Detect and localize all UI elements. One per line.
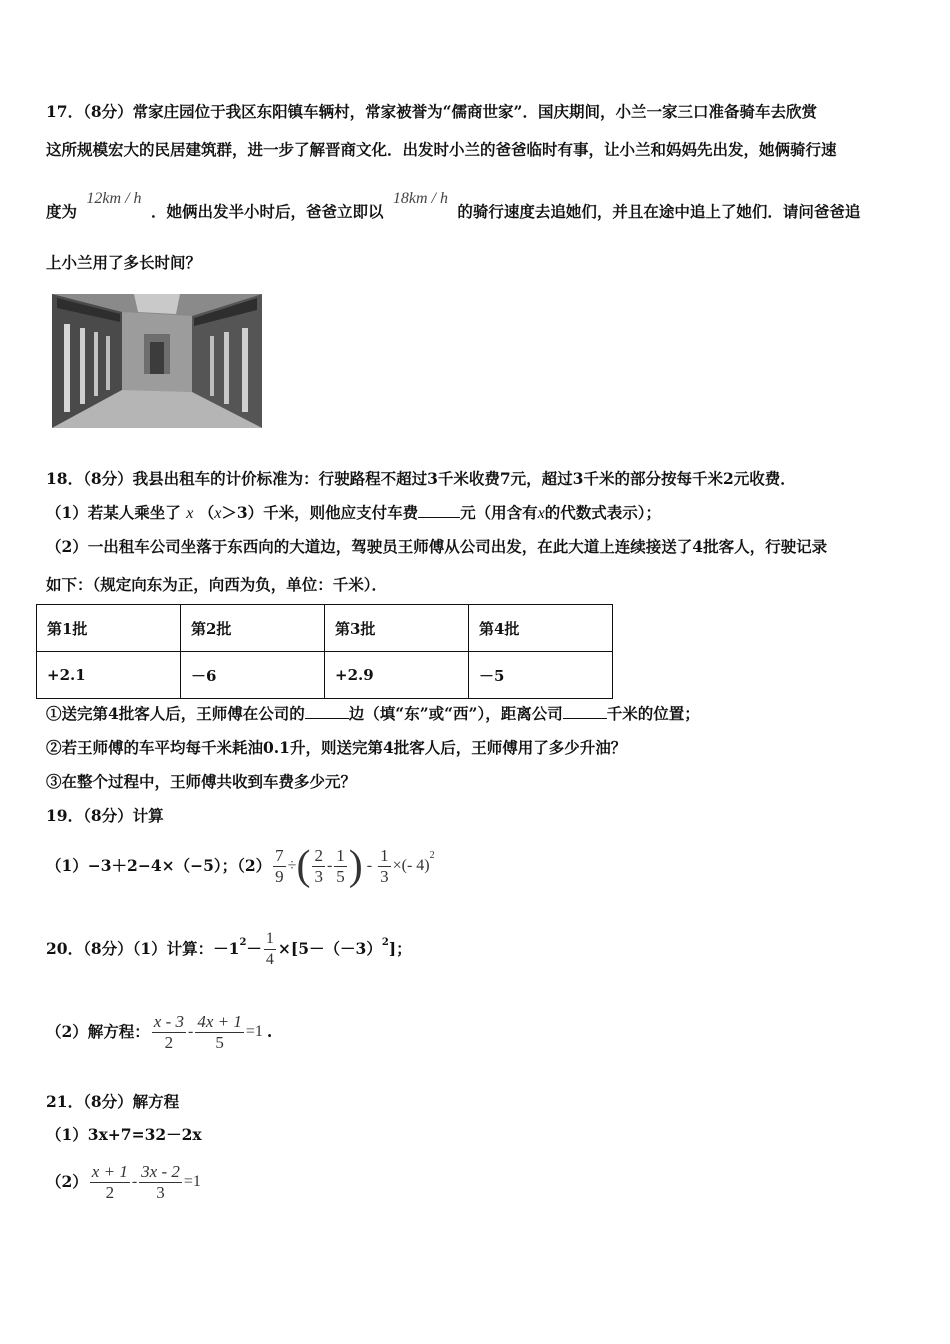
minus-sign: - bbox=[326, 857, 333, 874]
fraction: $\frac{2}{3}$ bbox=[314, 845, 323, 886]
driving-record-table bbox=[36, 604, 613, 699]
q17-text-b: ．她俩出发半小时后，爸爸立即以 bbox=[150, 202, 384, 221]
q20-line-1 bbox=[46, 926, 412, 972]
q21-title: 21．（8分）解方程 bbox=[46, 1092, 180, 1111]
q21-part-1: （1）3x+7=32－2x bbox=[46, 1125, 202, 1144]
q20-text-e: （2）解方程： bbox=[46, 1022, 150, 1041]
q18-line-2 bbox=[46, 503, 661, 524]
q17-line-4: 上小兰用了多长时间？ bbox=[46, 253, 202, 272]
q20-line-2 bbox=[46, 1008, 272, 1056]
table-cell: －6 bbox=[181, 652, 325, 699]
equals-one: =1 bbox=[183, 1173, 201, 1190]
table-cell: +2.1 bbox=[37, 652, 181, 699]
q18-var-x-3: x bbox=[537, 505, 545, 522]
table-header-cell: 第2批 bbox=[181, 605, 325, 652]
q20-text-a: 20．（8分）（1）计算：－1 bbox=[46, 939, 240, 958]
distance-answer-blank[interactable] bbox=[563, 704, 607, 719]
fraction: $\frac{1}{4}$ bbox=[265, 929, 274, 968]
q20-text-c: ×[5－（－3） bbox=[277, 939, 382, 958]
fare-answer-blank[interactable] bbox=[418, 503, 460, 518]
fraction: $\frac{7}{9}$ bbox=[275, 845, 284, 886]
fraction: $\frac{x + 1}{2}$ bbox=[91, 1161, 128, 1202]
q18-sub1-text-a: ①送完第4批客人后，王师傅在公司的 bbox=[46, 704, 305, 723]
direction-answer-blank[interactable] bbox=[305, 704, 349, 719]
q20-text-b: － bbox=[246, 939, 262, 958]
q18-var-x-1: x bbox=[186, 505, 194, 522]
exponent: 2 bbox=[429, 850, 435, 861]
q18-sub1-text-b: 边（填“东”或“西”），距离公司 bbox=[348, 704, 563, 723]
q21-part-2 bbox=[46, 1158, 201, 1206]
q17-speed-1: 12km / h bbox=[86, 190, 142, 207]
q17-line-3 bbox=[46, 190, 861, 223]
equals-one: =1 bbox=[245, 1023, 263, 1040]
q18-line-4: 如下：（规定向东为正，向西为负，单位：千米）． bbox=[46, 575, 388, 594]
q17-text-c: 的骑行速度去追她们，并且在途中追上了她们．请问爸爸追 bbox=[457, 202, 861, 221]
divide-sign: ÷ bbox=[287, 857, 297, 874]
q18-var-x-2: x bbox=[214, 505, 222, 522]
q18-sub-3: ③在整个过程中，王师傅共收到车费多少元？ bbox=[46, 772, 357, 791]
exponent: 2 bbox=[381, 937, 389, 948]
q21-label-2: （2） bbox=[46, 1172, 88, 1191]
table-row bbox=[37, 652, 613, 699]
q17-line-1: 17．（8分）常家庄园位于我区东阳镇车辆村，常家被誉为“儒商世家”．国庆期间，小兰一家三口准备骑车去欣赏 bbox=[46, 102, 817, 121]
fraction: $\frac{4x + 1}{5}$ bbox=[197, 1011, 242, 1052]
q20-text-d: ]； bbox=[388, 939, 412, 958]
q18-text-a: （1）若某人乘坐了 bbox=[46, 503, 181, 522]
fraction: $\frac{1}{5}$ bbox=[336, 845, 345, 886]
q18-line-1: 18．（8分）我县出租车的计价标准为：行驶路程不超过3千米收费7元，超过3千米的部分按每千米2元收费． bbox=[46, 469, 796, 488]
table-header-cell: 第3批 bbox=[325, 605, 469, 652]
table-cell: －5 bbox=[469, 652, 613, 699]
fraction: $\frac{x - 3}{2}$ bbox=[153, 1011, 185, 1052]
table-header-cell: 第4批 bbox=[469, 605, 613, 652]
q18-text-c: ＞3）千米，则他应支付车费 bbox=[221, 503, 419, 522]
q18-text-e: 的代数式表示）； bbox=[544, 503, 662, 522]
left-paren: ( bbox=[296, 843, 311, 889]
q18-sub-1 bbox=[46, 704, 700, 724]
q17-speed-2: 18km / h bbox=[392, 190, 448, 207]
table-header-row bbox=[37, 605, 613, 652]
q18-text-b: （ bbox=[198, 503, 215, 522]
courtyard-photo bbox=[52, 294, 262, 428]
right-paren: ) bbox=[348, 843, 363, 889]
table-cell: +2.9 bbox=[325, 652, 469, 699]
fraction: $\frac{3x - 2}{3}$ bbox=[141, 1161, 180, 1202]
q18-line-3: （2）一出租车公司坐落于东西向的大道边，驾驶员王师傅从公司出发，在此大道上连续接送了4批客人，行驶记录 bbox=[46, 537, 828, 556]
q17-text-a: 度为 bbox=[46, 202, 78, 221]
minus-sign: - bbox=[131, 1173, 138, 1190]
q18-sub1-text-c: 千米的位置； bbox=[606, 704, 700, 723]
exponent: 2 bbox=[239, 937, 247, 948]
period: . bbox=[266, 1022, 273, 1041]
q19-title: 19．（8分）计算 bbox=[46, 806, 164, 825]
q17-line-2: 这所规模宏大的民居建筑群，进一步了解晋商文化．出发时小兰的爸爸临时有事，让小兰和妈妈先出发，她俩骑行速 bbox=[46, 140, 837, 159]
times-neg-four: ×(- 4) bbox=[392, 857, 430, 874]
minus-sign: - bbox=[188, 1023, 194, 1040]
q19-part-1: （1）−3＋2−4×（−5）；（2） bbox=[46, 856, 272, 875]
q18-sub-2: ②若王师傅的车平均每千米耗油0.1升，则送完第4批客人后，王师傅用了多少升油？ bbox=[46, 738, 627, 757]
minus-sign: - bbox=[366, 857, 373, 874]
q19-expression bbox=[46, 842, 435, 890]
fraction: $\frac{1}{3}$ bbox=[380, 845, 389, 886]
table-header-cell: 第1批 bbox=[37, 605, 181, 652]
q18-text-d: 元（用含有 bbox=[460, 503, 538, 522]
